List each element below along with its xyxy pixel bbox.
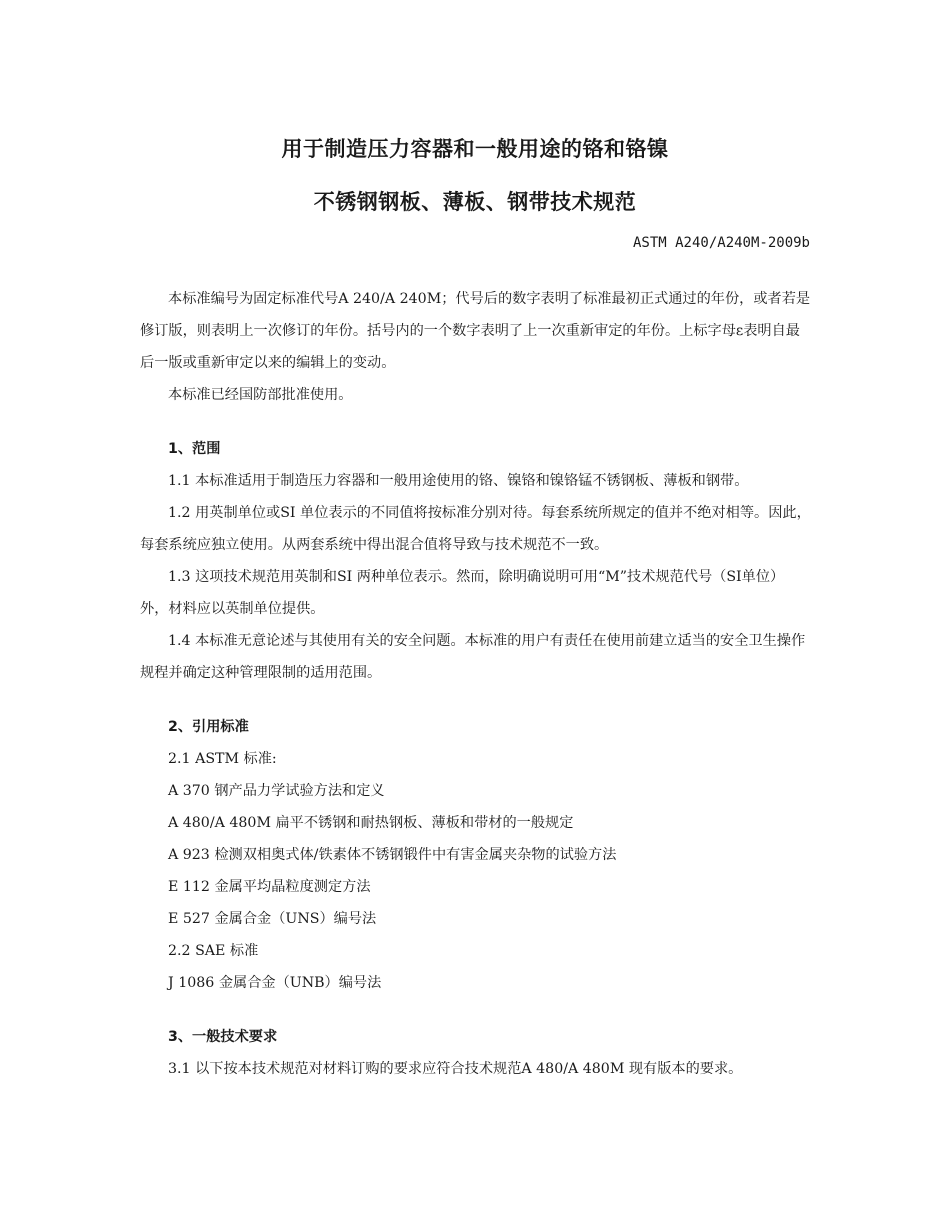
section-heading-scope: 1、范围 xyxy=(168,441,221,457)
section-heading-references: 2、引用标准 xyxy=(168,719,249,735)
clause-3-1: 3.1 以下按本技术规范对材料订购的要求应符合技术规范A 480/A 480M 现有版本的要求。 xyxy=(168,1061,743,1077)
reference-item: A 480/A 480M 扁平不锈钢和耐热钢板、薄板和带材的一般规定 xyxy=(168,815,574,831)
reference-item: A 370 钢产品力学试验方法和定义 xyxy=(168,783,385,799)
reference-item: E 527 金属合金（UNS）编号法 xyxy=(168,911,377,927)
reference-item: E 112 金属平均晶粒度测定方法 xyxy=(168,879,371,895)
document-body xyxy=(140,283,812,1085)
clause-1-1: 1.1 本标准适用于制造压力容器和一般用途使用的铬、镍铬和镍铬锰不锈钢板、薄板和钢带。 xyxy=(168,473,749,489)
clause-1-4: 1.4 本标准无意论述与其使用有关的安全问题。本标准的用户有责任在使用前建立适当的安全卫生操作规程并确定这种管理限制的适用范围。 xyxy=(140,633,806,681)
clause-1-2: 1.2 用英制单位或SI 单位表示的不同值将按标准分别对待。每套系统所规定的值并不绝对相等。因此，每套系统应独立使用。从两套系统中得出混合值将导致与技术规范不一致。 xyxy=(140,505,811,553)
reference-item: J 1086 金属合金（UNB）编号法 xyxy=(168,975,382,991)
document-title-line-1: 用于制造压力容器和一般用途的铬和铬镍 xyxy=(281,137,669,161)
standard-code: ASTM A240/A240M-2009b xyxy=(632,235,810,251)
approval-paragraph: 本标准已经国防部批准使用。 xyxy=(168,387,353,403)
reference-item: 2.1 ASTM 标准: xyxy=(168,751,277,767)
document-title-line-2: 不锈钢钢板、薄板、钢带技术规范 xyxy=(313,190,637,214)
clause-1-3: 1.3 这项技术规范用英制和SI 两种单位表示。然而，除明确说明可用“M”技术规范代号（SI单位）外，材料应以英制单位提供。 xyxy=(140,569,785,617)
reference-item: 2.2 SAE 标准 xyxy=(168,943,259,959)
reference-item: A 923 检测双相奥式体/铁素体不锈钢锻件中有害金属夹杂物的试验方法 xyxy=(168,847,617,863)
section-heading-general-requirements: 3、一般技术要求 xyxy=(168,1029,278,1045)
intro-paragraph: 本标准编号为固定标准代号A 240/A 240M；代号后的数字表明了标准最初正式通过的年份，或者若是修订版，则表明上一次修订的年份。括号内的一个数字表明了上一次重新审定的年份。上标字母ε表明自最后一版或重新审定以来的编辑上的变动。 xyxy=(140,291,811,371)
